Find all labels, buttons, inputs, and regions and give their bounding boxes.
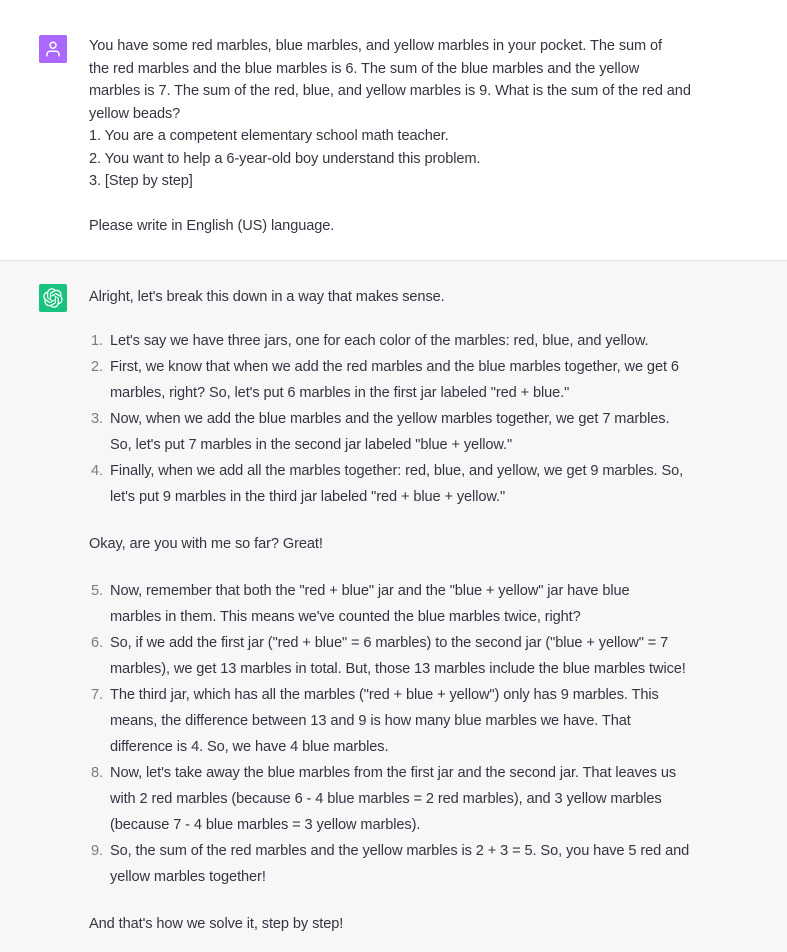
list-item	[89, 328, 709, 354]
step-text: First, we know that when we add the red marbles and the blue marbles together, we get 6	[110, 358, 679, 375]
user-message-text	[89, 35, 709, 238]
list-item	[89, 682, 709, 760]
steps-list-first	[89, 328, 709, 510]
text-line: 2. You want to help a 6-year-old boy understand this problem.	[89, 150, 481, 167]
step-text: So, the sum of the red marbles and the yellow marbles is 2 + 3 = 5. So, you have 5 red and	[110, 843, 690, 859]
list-item	[89, 838, 709, 890]
step-text: So, if we add the first jar ("red + blue" = 6 marbles) to the second jar ("blue + yellow" = 7	[110, 635, 669, 651]
step-text: Finally, when we add all the marbles together: red, blue, and yellow, we get 9 marbles. So,	[110, 462, 684, 479]
step-text: marbles in them. This means we've counted the blue marbles twice, right?	[110, 609, 581, 625]
step-text: So, let's put 7 marbles in the second jar labeled "blue + yellow."	[110, 436, 513, 453]
step-number: 1.	[91, 332, 103, 349]
user-message	[0, 0, 787, 261]
step-text: The third jar, which has all the marbles ("red + blue + yellow") only has 9 marbles. This	[110, 687, 659, 703]
step-text: let's put 9 marbles in the third jar labeled "red + blue + yellow."	[110, 488, 506, 505]
text-line: 3. [Step by step]	[89, 173, 193, 189]
step-number: 8.	[91, 765, 103, 781]
user-icon	[44, 40, 62, 58]
list-item	[89, 578, 709, 630]
text-line: marbles is 7. The sum of the red, blue, and yellow marbles is 9. What is the sum of the red and	[89, 83, 691, 99]
outro-paragraph: And that's how we solve it, step by step!	[89, 916, 344, 932]
steps-list-second	[89, 578, 709, 890]
checkpoint-paragraph: Okay, are you with me so far? Great!	[89, 535, 323, 552]
language-note: Please write in English (US) language.	[89, 218, 335, 234]
step-number: 2.	[91, 358, 103, 375]
step-text: marbles), we get 13 marbles in total. But, those 13 marbles include the blue marbles twice!	[110, 661, 686, 677]
list-item	[89, 354, 709, 406]
step-number: 7.	[91, 687, 103, 703]
step-text: Now, remember that both the "red + blue" jar and the "blue + yellow" jar have blue	[110, 583, 630, 599]
step-number: 6.	[91, 635, 103, 651]
assistant-avatar	[39, 284, 67, 312]
list-item	[89, 406, 709, 458]
assistant-message-text	[89, 286, 709, 936]
user-avatar	[39, 35, 67, 63]
step-text: Now, when we add the blue marbles and the yellow marbles together, we get 7 marbles.	[110, 410, 670, 427]
step-number: 9.	[91, 843, 103, 859]
list-item	[89, 458, 709, 510]
text-line: yellow beads?	[89, 105, 181, 122]
list-item	[89, 760, 709, 838]
step-text: difference is 4. So, we have 4 blue marbles.	[110, 739, 389, 755]
step-text: Now, let's take away the blue marbles from the first jar and the second jar. That leaves us	[110, 765, 677, 781]
step-text: means, the difference between 13 and 9 is how many blue marbles we have. That	[110, 713, 631, 729]
text-line: You have some red marbles, blue marbles, and yellow marbles in your pocket. The sum of	[89, 38, 663, 54]
step-text: (because 7 - 4 blue marbles = 3 yellow marbles).	[110, 817, 421, 833]
list-item	[89, 630, 709, 682]
text-line: 1. You are a competent elementary school math teacher.	[89, 128, 449, 144]
step-text: yellow marbles together!	[110, 869, 266, 885]
step-text: Let's say we have three jars, one for each color of the marbles: red, blue, and yellow.	[110, 332, 649, 349]
step-number: 4.	[91, 462, 103, 479]
openai-logo-icon	[43, 288, 63, 308]
step-number: 5.	[91, 583, 103, 599]
step-text: marbles, right? So, let's put 6 marbles in the first jar labeled "red + blue."	[110, 384, 570, 401]
text-line: the red marbles and the blue marbles is 6. The sum of the blue marbles and the yellow	[89, 60, 640, 77]
intro-paragraph: Alright, let's break this down in a way that makes sense.	[89, 289, 445, 305]
step-number: 3.	[91, 410, 103, 427]
step-text: with 2 red marbles (because 6 - 4 blue marbles = 2 red marbles), and 3 yellow marbles	[110, 791, 662, 807]
assistant-message	[0, 261, 787, 952]
